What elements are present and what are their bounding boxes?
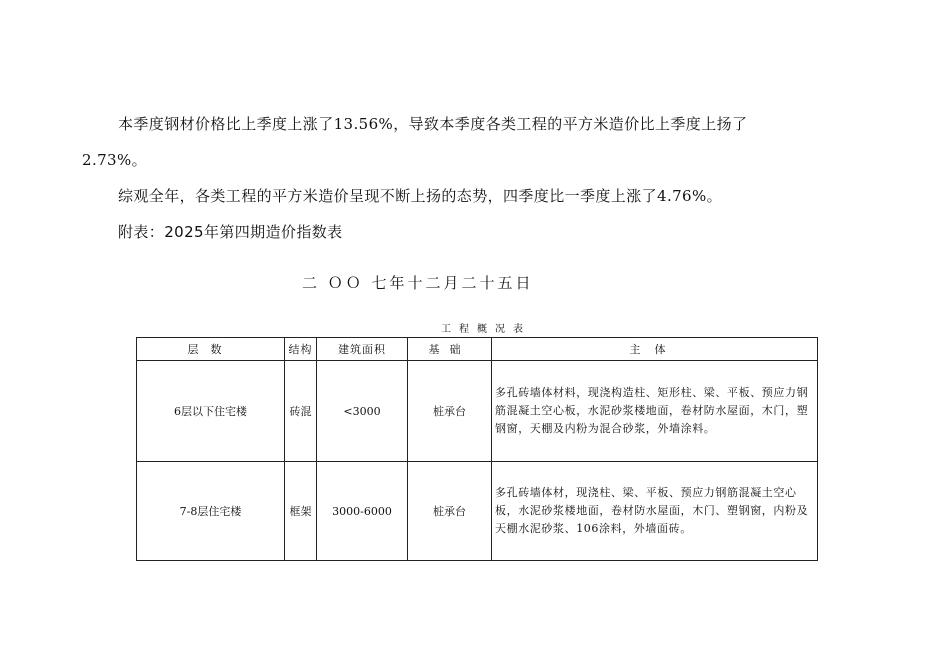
table-header-row xyxy=(137,338,818,361)
cell-structure: 砖混 xyxy=(285,361,317,462)
paragraph-steel-price-line2: 2.73%。 xyxy=(82,151,148,169)
header-area: 建筑面积 xyxy=(317,338,408,361)
header-structure: 结构 xyxy=(285,338,317,361)
table-title: 工程概况表 xyxy=(441,324,531,335)
header-main: 主体 xyxy=(492,338,818,361)
header-foundation: 基础 xyxy=(408,338,492,361)
cell-foundation: 桩承台 xyxy=(408,462,492,561)
cell-area: <3000 xyxy=(317,361,408,462)
table-row xyxy=(137,361,818,462)
cell-floors: 6层以下住宅楼 xyxy=(137,361,285,462)
document-date: 二 ＯＯ 七年十二月二十五日 xyxy=(302,274,534,292)
paragraph-attachment-title: 附表：2025年第四期造价指数表 xyxy=(118,223,343,241)
table-row xyxy=(137,462,818,561)
paragraph-steel-price-line1: 本季度钢材价格比上季度上涨了13.56%，导致本季度各类工程的平方米造价比上季度上扬了 xyxy=(118,115,748,133)
cell-foundation: 桩承台 xyxy=(408,361,492,462)
cell-floors: 7-8层住宅楼 xyxy=(137,462,285,561)
cell-main: 多孔砖墙体材料，现浇构造柱、矩形柱、梁、平板、预应力钢筋混凝土空心板，水泥砂浆楼地面，卷材防水屋面，木门，塑钢窗，天棚及内粉为混合砂浆，外墙涂料。 xyxy=(492,361,818,462)
paragraph-annual-overview: 综观全年，各类工程的平方米造价呈现不断上扬的态势，四季度比一季度上涨了4.76%。 xyxy=(118,187,723,205)
cell-main: 多孔砖墙体材，现浇柱、梁、平板、预应力钢筋混凝土空心板，水泥砂浆楼地面，卷材防水屋面，木门、塑钢窗，内粉及天棚水泥砂浆、106涂料，外墙面砖。 xyxy=(492,462,818,561)
cell-area: 3000-6000 xyxy=(317,462,408,561)
cell-structure: 框架 xyxy=(285,462,317,561)
project-overview-table xyxy=(136,337,818,561)
header-floors: 层数 xyxy=(137,338,285,361)
